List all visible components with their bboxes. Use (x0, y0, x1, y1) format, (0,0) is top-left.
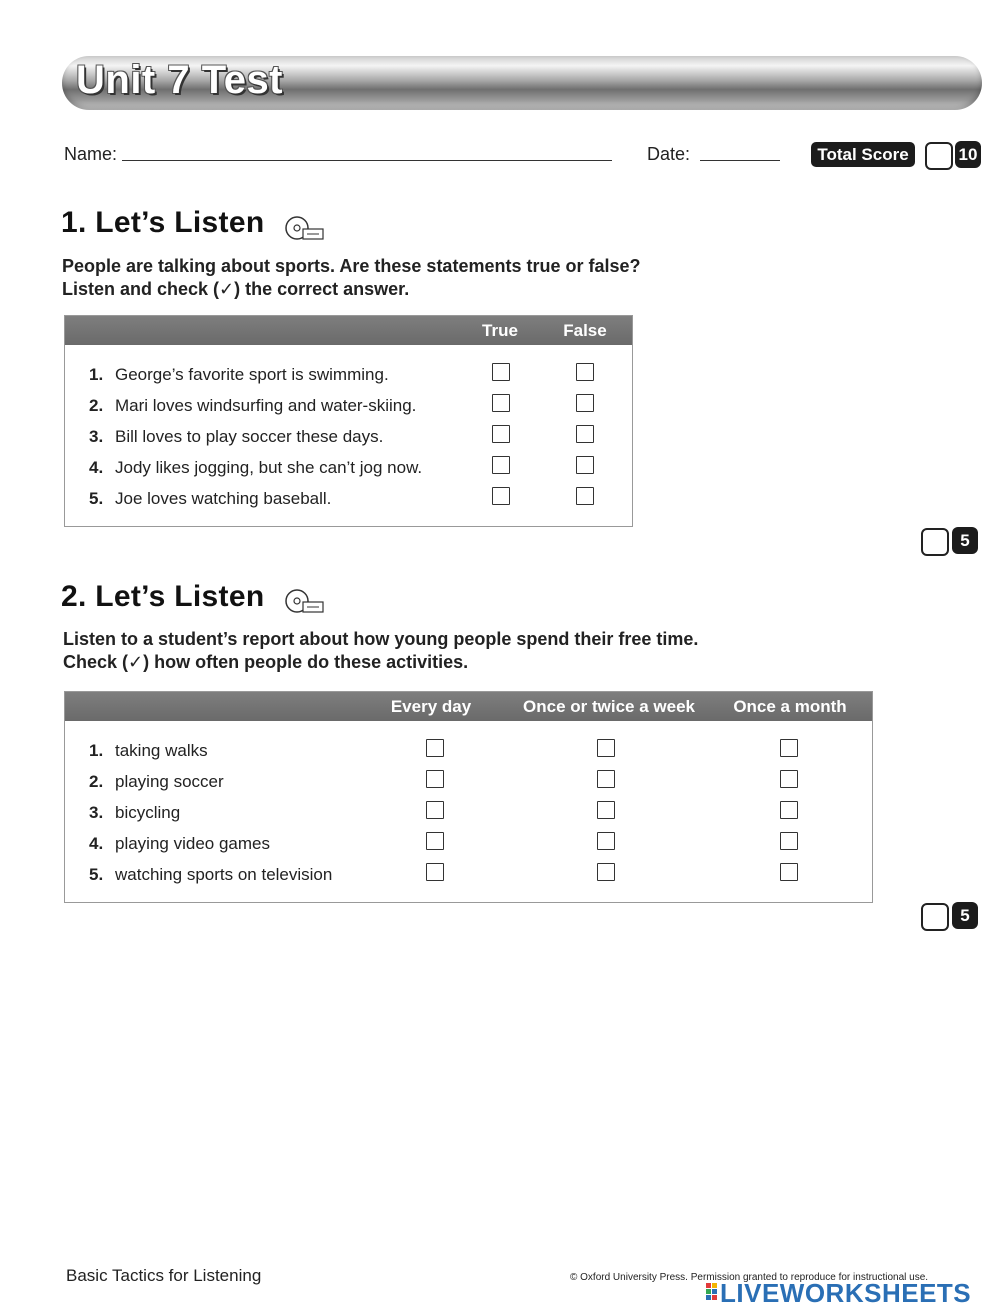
q3-false-checkbox[interactable] (576, 425, 594, 443)
table-row-text: playing soccer (115, 772, 224, 791)
cd-audio-icon (283, 212, 325, 244)
a2-every-day-checkbox[interactable] (426, 770, 444, 788)
table-row-text: George’s favorite sport is swimming. (115, 365, 389, 384)
section2-heading: 2. Let’s Listen (61, 580, 265, 613)
a4-weekly-checkbox[interactable] (597, 832, 615, 850)
section1-heading: 1. Let’s Listen (61, 206, 265, 239)
section2-score-box[interactable] (921, 903, 949, 931)
q5-true-checkbox[interactable] (492, 487, 510, 505)
name-field[interactable] (122, 160, 612, 161)
section1-table (64, 315, 633, 527)
a3-weekly-checkbox[interactable] (597, 801, 615, 819)
col-true: True (482, 321, 518, 340)
a5-every-day-checkbox[interactable] (426, 863, 444, 881)
section1-score-box[interactable] (921, 528, 949, 556)
col-every-day: Every day (390, 697, 472, 716)
table-row-text: watching sports on television (115, 865, 333, 884)
section1-table-header (65, 316, 632, 345)
table-row-text: taking walks (115, 741, 208, 760)
name-label: Name: (64, 144, 118, 164)
table-row-num: 4. (89, 834, 104, 853)
a2-monthly-checkbox[interactable] (780, 770, 798, 788)
table-row-num: 3. (89, 803, 104, 822)
section1-score-max: 5 (952, 527, 978, 554)
table-row-text: Mari loves windsurfing and water-skiing. (115, 396, 417, 415)
q2-true-checkbox[interactable] (492, 394, 510, 412)
q5-false-checkbox[interactable] (576, 487, 594, 505)
table-row-num: 1. (89, 741, 104, 760)
table-row-text: Bill loves to play soccer these days. (115, 427, 384, 446)
q2-false-checkbox[interactable] (576, 394, 594, 412)
col-once-twice-week: Once or twice a week (523, 697, 695, 716)
q3-true-checkbox[interactable] (492, 425, 510, 443)
total-score-badge: Total Score (811, 142, 915, 167)
liveworksheets-logo-icon (706, 1283, 718, 1307)
table-row-num: 2. (89, 396, 104, 415)
a2-weekly-checkbox[interactable] (597, 770, 615, 788)
cd-audio-icon (283, 585, 325, 617)
a1-weekly-checkbox[interactable] (597, 739, 615, 757)
table-row-text: playing video games (115, 834, 270, 853)
col-once-month: Once a month (733, 697, 847, 716)
table-row-num: 2. (89, 772, 104, 791)
q4-true-checkbox[interactable] (492, 456, 510, 474)
section2-table (64, 691, 873, 903)
footer-book-title: Basic Tactics for Listening (66, 1266, 262, 1285)
total-score-max: 10 (955, 141, 981, 168)
date-label: Date: (647, 144, 691, 164)
table-row-text: Jody likes jogging, but she can’t jog now. (115, 458, 423, 477)
section2-score-max: 5 (952, 902, 978, 929)
liveworksheets-logo: LIVEWORKSHEETS (720, 1278, 972, 1308)
a3-every-day-checkbox[interactable] (426, 801, 444, 819)
section2-instruction-1: Listen to a student’s report about how young people spend their free time. (63, 629, 699, 649)
table-row-num: 5. (89, 865, 104, 884)
q4-false-checkbox[interactable] (576, 456, 594, 474)
footer-copyright: © Oxford University Press. Permission granted to reproduce for instructional use. (570, 1272, 929, 1283)
a5-weekly-checkbox[interactable] (597, 863, 615, 881)
a1-every-day-checkbox[interactable] (426, 739, 444, 757)
date-field[interactable] (700, 160, 780, 161)
section2-table-header (65, 692, 872, 721)
section1-instruction-2: Listen and check (✓) the correct answer. (62, 279, 410, 299)
page-title: Unit 7 Test (76, 58, 284, 102)
a1-monthly-checkbox[interactable] (780, 739, 798, 757)
total-score-box[interactable] (925, 142, 953, 170)
a5-monthly-checkbox[interactable] (780, 863, 798, 881)
a3-monthly-checkbox[interactable] (780, 801, 798, 819)
table-row-num: 5. (89, 489, 104, 508)
section2-instruction-2: Check (✓) how often people do these activities. (63, 652, 469, 672)
q1-true-checkbox[interactable] (492, 363, 510, 381)
table-row-text: Joe loves watching baseball. (115, 489, 332, 508)
col-false: False (563, 321, 607, 340)
table-row-text: bicycling (115, 803, 181, 822)
a4-monthly-checkbox[interactable] (780, 832, 798, 850)
section1-instruction-1: People are talking about sports. Are these statements true or false? (62, 256, 641, 276)
table-row-num: 4. (89, 458, 104, 477)
a4-every-day-checkbox[interactable] (426, 832, 444, 850)
q1-false-checkbox[interactable] (576, 363, 594, 381)
table-row-num: 1. (89, 365, 104, 384)
table-row-num: 3. (89, 427, 104, 446)
